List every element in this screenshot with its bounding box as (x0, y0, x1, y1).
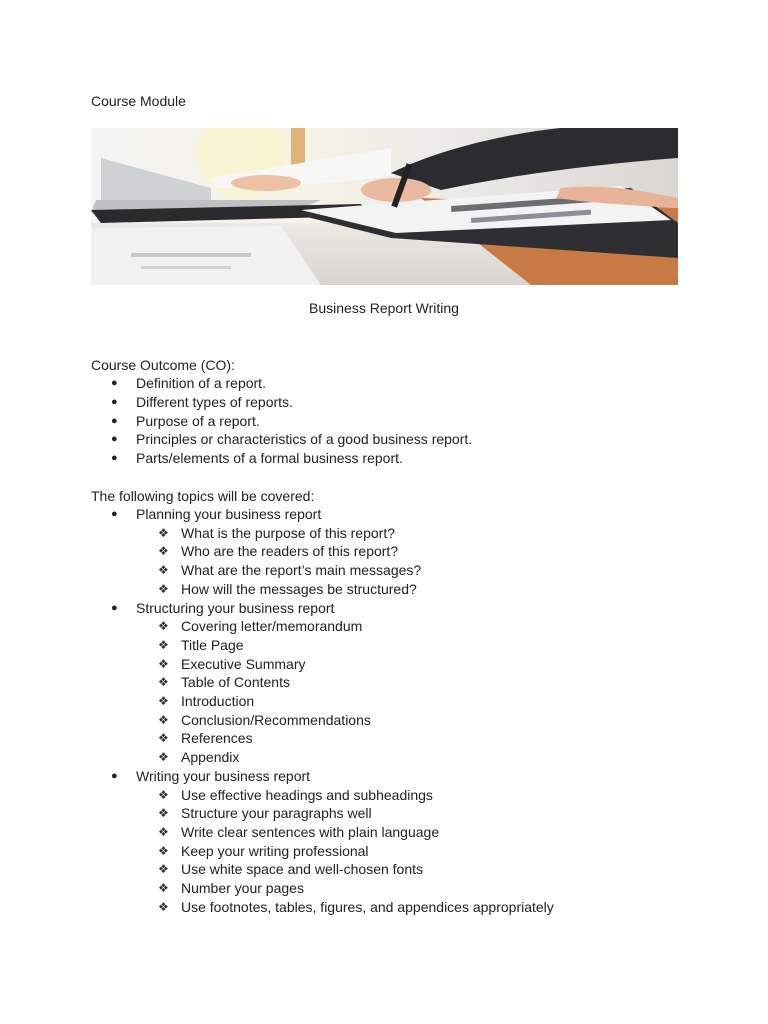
topic-item-text: Use effective headings and subheadings (181, 786, 433, 803)
topic-section-structuring (91, 599, 554, 618)
outcome-text: Parts/elements of a formal business report. (136, 450, 403, 467)
diamond-bullet-icon: ❖ (158, 694, 169, 709)
diamond-bullet-icon: ❖ (158, 544, 169, 559)
topic-item-text: What are the report’s main messages? (181, 562, 422, 579)
outcome-text: Different types of reports. (136, 393, 293, 410)
topic-item-text: Appendix (181, 749, 240, 766)
diamond-bullet-icon: ❖ (158, 750, 169, 765)
list-item (91, 393, 472, 412)
diamond-bullet-icon: ❖ (158, 525, 169, 540)
diamond-bullet-icon: ❖ (158, 881, 169, 896)
topic-item-text: Executive Summary (181, 655, 306, 672)
topic-item-text: References (181, 730, 253, 747)
list-item (91, 898, 554, 917)
list-item (91, 879, 554, 898)
outcome-heading: Course Outcome (CO): (91, 357, 235, 373)
outcome-text: Definition of a report. (136, 375, 266, 391)
topic-section-label: Writing your business report (136, 767, 311, 784)
topic-item-text: Structure your paragraphs well (181, 805, 372, 822)
list-item (91, 786, 554, 805)
diamond-bullet-icon: ❖ (158, 638, 169, 653)
topic-section-planning (91, 505, 554, 524)
diamond-bullet-icon: ❖ (158, 563, 169, 578)
list-item (91, 636, 554, 655)
list-item (91, 430, 472, 449)
diamond-bullet-icon: ❖ (158, 731, 169, 746)
topic-item-text: Covering letter/memorandum (181, 618, 363, 635)
diamond-bullet-icon: ❖ (158, 581, 169, 596)
topic-item-text: Write clear sentences with plain language (181, 824, 440, 841)
topics-heading: The following topics will be covered: (91, 488, 315, 504)
bullet-icon: ● (111, 414, 118, 427)
list-item (91, 655, 554, 674)
list-item (91, 804, 554, 823)
list-item (91, 580, 554, 599)
topic-item-text: Conclusion/Recommendations (181, 711, 371, 728)
bullet-icon: ● (111, 601, 118, 614)
diamond-bullet-icon: ❖ (158, 619, 169, 634)
topic-item-text: Table of Contents (181, 674, 290, 691)
list-item (91, 524, 554, 543)
bullet-icon: ● (111, 769, 118, 782)
diamond-bullet-icon: ❖ (158, 787, 169, 802)
list-item (91, 374, 472, 393)
topic-section-writing (91, 767, 554, 786)
topics-list (91, 505, 554, 916)
bullet-icon: ● (111, 395, 118, 408)
diamond-bullet-icon: ❖ (158, 656, 169, 671)
list-item (91, 412, 472, 431)
document-title: Business Report Writing (309, 300, 459, 316)
outcome-list (91, 374, 472, 468)
list-item (91, 748, 554, 767)
banner-image (91, 128, 678, 285)
diamond-bullet-icon: ❖ (158, 843, 169, 858)
topic-item-text: Keep your writing professional (181, 842, 369, 859)
module-label: Course Module (91, 93, 186, 109)
topic-item-text: Use white space and well-chosen fonts (181, 861, 424, 878)
list-item (91, 449, 472, 468)
topic-item-text: What is the purpose of this report? (181, 524, 395, 541)
diamond-bullet-icon: ❖ (158, 712, 169, 727)
diamond-bullet-icon: ❖ (158, 675, 169, 690)
list-item (91, 617, 554, 636)
bullet-icon: ● (111, 452, 118, 465)
topic-section-label: Planning your business report (136, 506, 322, 522)
bullet-icon: ● (111, 508, 118, 520)
diamond-bullet-icon: ❖ (158, 806, 169, 821)
topic-section-label: Structuring your business report (136, 599, 335, 616)
list-item (91, 542, 554, 561)
topic-item-text: Title Page (181, 637, 244, 654)
list-item (91, 692, 554, 711)
list-item (91, 729, 554, 748)
bullet-icon: ● (111, 433, 118, 446)
topic-item-text: Introduction (181, 693, 255, 710)
bullet-icon: ● (111, 377, 118, 389)
business-meeting-photo-icon (91, 128, 678, 285)
topic-item-text: Use footnotes, tables, figures, and appendices appropriately (181, 898, 554, 915)
diamond-bullet-icon: ❖ (158, 862, 169, 877)
list-item (91, 711, 554, 730)
list-item (91, 823, 554, 842)
diamond-bullet-icon: ❖ (158, 825, 169, 840)
topic-item-text: Number your pages (181, 880, 304, 897)
outcome-text: Principles or characteristics of a good business report. (136, 431, 473, 448)
list-item (91, 673, 554, 692)
list-item (91, 842, 554, 861)
list-item (91, 860, 554, 879)
diamond-bullet-icon: ❖ (158, 899, 169, 914)
topic-item-text: How will the messages be structured? (181, 580, 417, 597)
list-item (91, 561, 554, 580)
topic-item-text: Who are the readers of this report? (181, 543, 399, 560)
outcome-text: Purpose of a report. (136, 412, 260, 429)
